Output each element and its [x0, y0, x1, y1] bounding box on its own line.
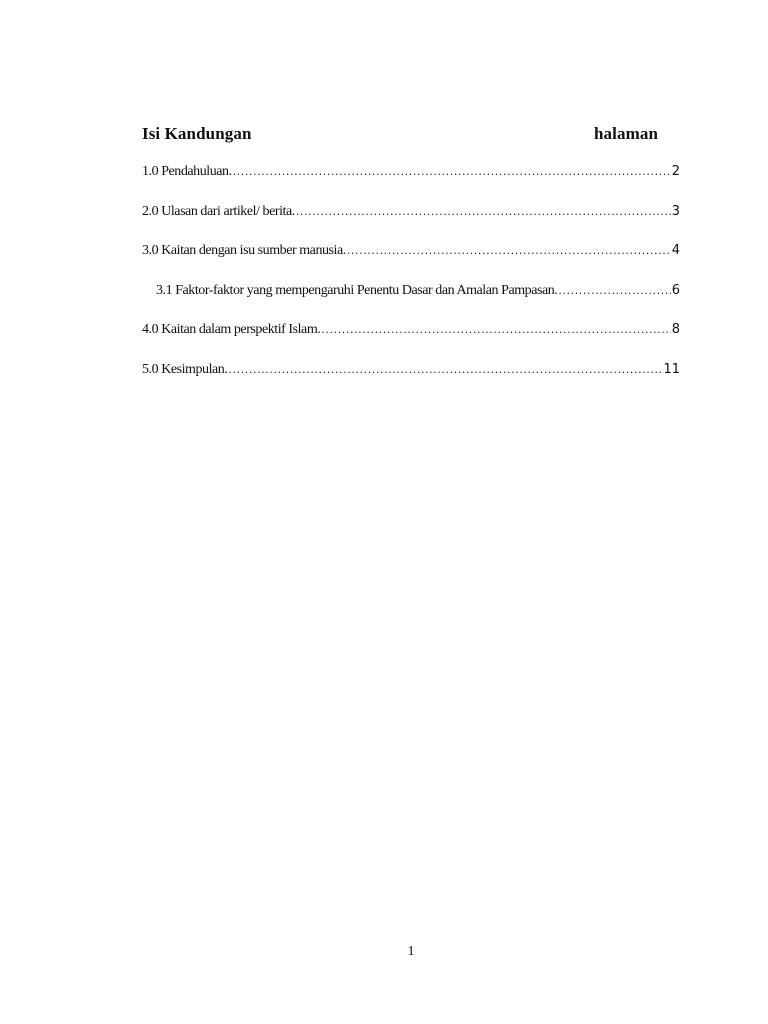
- toc-entry-page: 2: [671, 164, 680, 179]
- toc-entry-page: 11: [663, 361, 680, 377]
- toc-entry-page: 8: [671, 322, 680, 338]
- toc-heading: Isi Kandungan: [142, 124, 252, 143]
- toc-entry-label: 5.0 Kesimpulan.: [142, 361, 228, 377]
- toc-entry-kaitan-isu: [142, 241, 680, 261]
- toc-entry-ulasan: [142, 202, 680, 222]
- toc-entry-label: 3.1 Faktor-faktor yang mempengaruhi Penentu Dasar dan Amalan Pampasan.: [156, 282, 558, 298]
- toc-entry-page: 6: [671, 282, 680, 298]
- page-number: 1: [407, 944, 415, 959]
- toc-leader-dots: [558, 281, 670, 301]
- toc-entry-pendahuluan: [142, 162, 680, 182]
- toc-entry-perspektif-islam: [142, 320, 680, 340]
- table-of-contents: [142, 162, 680, 400]
- toc-leader-dots: [347, 241, 671, 261]
- toc-leader-dots: [228, 360, 662, 380]
- toc-leader-dots: [321, 320, 670, 340]
- toc-entry-page: 3: [671, 203, 680, 219]
- toc-entry-page: 4: [671, 243, 680, 259]
- toc-entry-label: 3.0 Kaitan dengan isu sumber manusia.: [142, 243, 346, 259]
- page-column-heading: halaman: [594, 124, 658, 143]
- toc-entry-faktor: [142, 281, 680, 301]
- toc-entry-label: 4.0 Kaitan dalam perspektif Islam.: [142, 322, 321, 338]
- toc-entry-label: 1.0 Pendahuluan.: [142, 164, 232, 179]
- toc-entry-kesimpulan: [142, 360, 680, 380]
- toc-leader-dots: [296, 202, 671, 222]
- toc-entry-label: 2.0 Ulasan dari artikel/ berita.: [142, 203, 295, 219]
- toc-leader-dots: [233, 162, 671, 182]
